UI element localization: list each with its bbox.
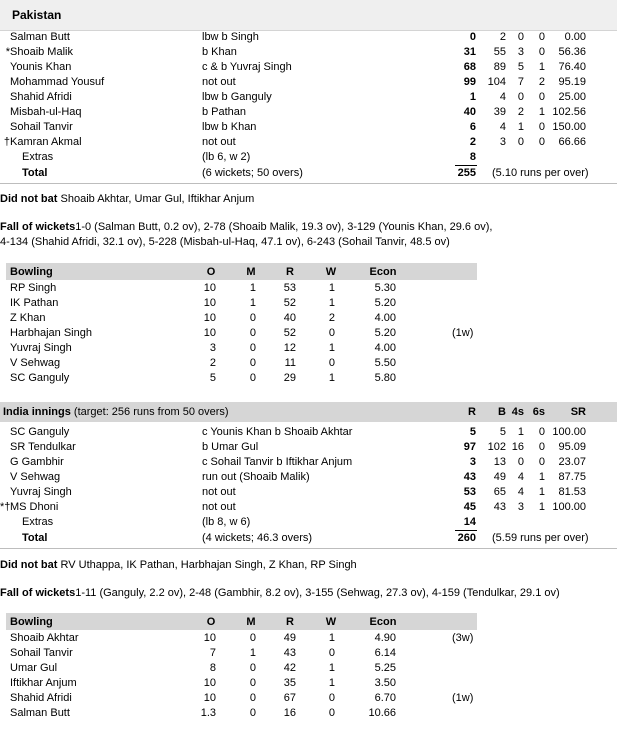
batsman-balls: 89 <box>493 61 506 73</box>
batsman-name: SR Tendulkar <box>10 441 76 453</box>
batsman-runs: 3 <box>469 456 476 468</box>
bowler-overs: 5 <box>209 372 216 384</box>
batsman-balls: 65 <box>493 486 506 498</box>
batsman-name: Sohail Tanvir <box>10 121 73 133</box>
pakistan-run-rate: (5.10 runs per over) <box>492 167 589 179</box>
batsman-fours: 3 <box>517 46 524 58</box>
bowler-overs: 10 <box>203 692 216 704</box>
bowler-runs: 42 <box>283 662 296 674</box>
batsman-dismissal: lbw b Khan <box>202 121 257 133</box>
bowler-maidens: 1 <box>249 297 256 309</box>
batsman-name: V Sehwag <box>10 471 61 483</box>
bowler-economy: 4.00 <box>374 342 396 354</box>
bowling-header-wickets: W <box>325 266 337 278</box>
batsman-fours: 0 <box>517 91 524 103</box>
bowler-overs: 10 <box>203 297 216 309</box>
bowling-header-overs: O <box>206 266 216 278</box>
india-extras-detail: (lb 8, w 6) <box>202 516 251 528</box>
india-extras-runs: 14 <box>463 516 476 528</box>
divider <box>0 183 617 184</box>
batsman-name: Shahid Afridi <box>10 91 72 103</box>
batsman-name: Misbah-ul-Haq <box>10 106 82 118</box>
bowling-header-wickets: W <box>325 616 337 628</box>
batsman-runs: 99 <box>463 76 476 88</box>
bowler-runs: 53 <box>283 282 296 294</box>
india-run-rate: (5.59 runs per over) <box>492 532 589 544</box>
batsman-mark: * <box>5 46 10 58</box>
pakistan-fall-of-wickets-cont: 4-134 (Shahid Afridi, 32.1 ov), 5-228 (Misbah-ul-Haq, 47.1 ov), 6-243 (Sohail Tanvir, 48.5 ov) <box>0 236 450 248</box>
batsman-name: Younis Khan <box>10 61 72 73</box>
batsman-balls: 2 <box>499 31 506 43</box>
batsman-sixes: 0 <box>538 121 545 133</box>
bowler-name: Yuvraj Singh <box>10 342 72 354</box>
batsman-sixes: 0 <box>538 441 545 453</box>
batsman-sixes: 0 <box>538 136 545 148</box>
batsman-strike-rate: 95.09 <box>558 441 586 453</box>
bowler-economy: 5.50 <box>374 357 396 369</box>
batsman-name: SC Ganguly <box>10 426 70 438</box>
batsman-dismissal: run out (Shoaib Malik) <box>202 471 310 483</box>
bowler-runs: 35 <box>283 677 296 689</box>
batsman-balls: 49 <box>493 471 506 483</box>
bowler-maidens: 0 <box>249 357 256 369</box>
bowler-economy: 5.80 <box>374 372 396 384</box>
india-total-label: Total <box>22 532 48 544</box>
batsman-sixes: 1 <box>538 501 545 513</box>
bowler-wickets: 1 <box>328 297 335 309</box>
batsman-strike-rate: 102.56 <box>552 106 586 118</box>
batsman-dismissal: b Umar Gul <box>202 441 259 453</box>
batsman-fours: 0 <box>517 31 524 43</box>
batsman-runs: 0 <box>469 31 476 43</box>
batsman-fours: 0 <box>517 136 524 148</box>
bowler-wickets: 1 <box>328 282 335 294</box>
batsman-balls: 13 <box>493 456 506 468</box>
bowler-maidens: 1 <box>249 647 256 659</box>
batsman-fours: 4 <box>517 471 524 483</box>
batsman-dismissal: c Sohail Tanvir b Iftikhar Anjum <box>202 456 353 468</box>
bowling-header-runs: R <box>286 616 294 628</box>
batsman-sixes: 0 <box>538 31 545 43</box>
batsman-dismissal: lbw b Ganguly <box>202 91 272 103</box>
batsman-strike-rate: 100.00 <box>552 426 586 438</box>
bowler-economy: 10.66 <box>368 707 396 719</box>
bowler-wickets: 0 <box>328 647 335 659</box>
bowler-maidens: 0 <box>249 707 256 719</box>
bowling-header-economy: Econ <box>369 266 397 278</box>
batsman-name: Yuvraj Singh <box>10 486 72 498</box>
pakistan-extras-runs: 8 <box>469 151 476 163</box>
bowler-wickets: 1 <box>328 632 335 644</box>
india-total-runs: 260 <box>457 532 476 544</box>
bowler-name: Shoaib Akhtar <box>10 632 79 644</box>
batsman-dismissal: lbw b Singh <box>202 31 259 43</box>
batsman-fours: 4 <box>517 486 524 498</box>
bowler-maidens: 0 <box>249 342 256 354</box>
batsman-balls: 104 <box>487 76 506 88</box>
bowler-economy: 5.20 <box>374 327 396 339</box>
batsman-sixes: 0 <box>538 456 545 468</box>
bowling-header-maidens: M <box>246 616 256 628</box>
bowler-name: Sohail Tanvir <box>10 647 73 659</box>
bowler-overs: 10 <box>203 677 216 689</box>
batsman-strike-rate: 150.00 <box>552 121 586 133</box>
bowler-wickets: 1 <box>328 372 335 384</box>
batsman-dismissal: not out <box>202 76 236 88</box>
bowler-note: (1w) <box>452 692 474 704</box>
bowler-wickets: 1 <box>328 662 335 674</box>
bowler-maidens: 0 <box>249 312 256 324</box>
batsman-fours: 5 <box>517 61 524 73</box>
bowler-runs: 40 <box>283 312 296 324</box>
batsman-strike-rate: 81.53 <box>558 486 586 498</box>
batsman-fours: 1 <box>517 426 524 438</box>
india-extras-label: Extras <box>22 516 54 528</box>
batsman-fours: 2 <box>517 106 524 118</box>
india-fall-of-wickets: Fall of wickets1-11 (Ganguly, 2.2 ov), 2-48 (Gambhir, 8.2 ov), 3-155 (Sehwag, 27.3 ov), 4-159 (Tendulkar, 29.1 ov) <box>0 587 560 599</box>
bowler-maidens: 0 <box>249 662 256 674</box>
pakistan-header <box>0 0 617 31</box>
bowler-wickets: 0 <box>328 327 335 339</box>
pakistan-title: Pakistan <box>12 8 62 22</box>
bowler-name: Umar Gul <box>10 662 58 674</box>
batsman-dismissal: not out <box>202 501 236 513</box>
batsman-runs: 6 <box>469 121 476 133</box>
bowler-name: RP Singh <box>10 282 57 294</box>
bowler-wickets: 0 <box>328 357 335 369</box>
batsman-sixes: 1 <box>538 471 545 483</box>
bowler-wickets: 0 <box>328 692 335 704</box>
divider <box>0 548 617 549</box>
batsman-runs: 5 <box>469 426 476 438</box>
batsman-strike-rate: 87.75 <box>558 471 586 483</box>
pakistan-total-detail: (6 wickets; 50 overs) <box>202 167 303 179</box>
batsman-name: Mohammad Yousuf <box>10 76 105 88</box>
batsman-fours: 0 <box>517 456 524 468</box>
batsman-strike-rate: 25.00 <box>558 91 586 103</box>
india-innings-title: India innings (target: 256 runs from 50 overs) <box>3 406 229 418</box>
batsman-dismissal: b Khan <box>202 46 237 58</box>
bowler-wickets: 2 <box>328 312 335 324</box>
batsman-strike-rate: 100.00 <box>552 501 586 513</box>
bowler-overs: 2 <box>209 357 216 369</box>
bowler-runs: 52 <box>283 297 296 309</box>
batsman-sixes: 2 <box>538 76 545 88</box>
batsman-dismissal: c Younis Khan b Shoaib Akhtar <box>202 426 353 438</box>
bowler-name: Iftikhar Anjum <box>10 677 77 689</box>
batsman-runs: 45 <box>463 501 476 513</box>
batsman-balls: 4 <box>499 121 506 133</box>
bowler-economy: 3.50 <box>374 677 396 689</box>
bowler-wickets: 1 <box>328 677 335 689</box>
bowler-runs: 29 <box>283 372 296 384</box>
bowler-maidens: 0 <box>249 372 256 384</box>
batsman-runs: 97 <box>463 441 476 453</box>
batsman-runs: 31 <box>463 46 476 58</box>
bowler-runs: 11 <box>284 357 296 369</box>
batsman-fours: 7 <box>517 76 524 88</box>
batsman-name: Shoaib Malik <box>10 46 73 58</box>
pakistan-total-label: Total <box>22 167 48 179</box>
pakistan-extras-label: Extras <box>22 151 54 163</box>
bowler-economy: 5.20 <box>374 297 396 309</box>
batsman-balls: 4 <box>499 91 506 103</box>
bowler-runs: 49 <box>283 632 296 644</box>
batsman-name: Salman Butt <box>10 31 70 43</box>
batsman-runs: 40 <box>463 106 476 118</box>
bowling-header-overs: O <box>206 616 216 628</box>
batsman-runs: 1 <box>469 91 476 103</box>
batsman-strike-rate: 0.00 <box>564 31 586 43</box>
india-header-sixes: 6s <box>532 406 545 418</box>
batsman-balls: 3 <box>499 136 506 148</box>
bowler-runs: 52 <box>283 327 296 339</box>
batsman-balls: 102 <box>487 441 506 453</box>
bowler-name: Z Khan <box>10 312 46 324</box>
pakistan-did-not-bat: Did not bat Shoaib Akhtar, Umar Gul, Iftikhar Anjum <box>0 193 255 205</box>
bowler-maidens: 0 <box>249 677 256 689</box>
bowling-header-title: Bowling <box>10 266 53 278</box>
bowler-economy: 4.90 <box>374 632 396 644</box>
batsman-strike-rate: 76.40 <box>558 61 586 73</box>
batsman-name: MS Dhoni <box>10 501 59 513</box>
bowler-economy: 6.14 <box>374 647 396 659</box>
batsman-balls: 5 <box>499 426 506 438</box>
pakistan-total-runs: 255 <box>457 167 476 179</box>
batsman-strike-rate: 23.07 <box>558 456 586 468</box>
bowler-wickets: 0 <box>328 707 335 719</box>
bowler-runs: 43 <box>283 647 296 659</box>
bowler-note: (1w) <box>452 327 474 339</box>
bowler-name: V Sehwag <box>10 357 61 369</box>
batsman-mark: *† <box>0 501 11 513</box>
india-header-fours: 4s <box>511 406 524 418</box>
batsman-name: Kamran Akmal <box>10 136 82 148</box>
bowler-runs: 16 <box>283 707 296 719</box>
bowler-maidens: 0 <box>249 692 256 704</box>
batsman-sixes: 1 <box>538 61 545 73</box>
bowler-wickets: 1 <box>328 342 335 354</box>
india-did-not-bat: Did not bat RV Uthappa, IK Pathan, Harbhajan Singh, Z Khan, RP Singh <box>0 559 357 571</box>
batsman-sixes: 0 <box>538 46 545 58</box>
batsman-fours: 1 <box>517 121 524 133</box>
batsman-dismissal: b Pathan <box>202 106 247 118</box>
india-header-runs: R <box>468 406 476 418</box>
batsman-name: G Gambhir <box>10 456 64 468</box>
bowler-economy: 5.30 <box>374 282 396 294</box>
batsman-sixes: 1 <box>538 106 545 118</box>
batsman-strike-rate: 95.19 <box>558 76 586 88</box>
batsman-fours: 16 <box>511 441 524 453</box>
pakistan-fall-of-wickets: Fall of wickets1-0 (Salman Butt, 0.2 ov), 2-78 (Shoaib Malik, 19.3 ov), 3-129 (Younis Khan, 29.6 ov), <box>0 221 493 233</box>
bowler-overs: 8 <box>209 662 216 674</box>
bowling-header-title: Bowling <box>10 616 53 628</box>
batsman-dismissal: not out <box>202 486 236 498</box>
batsman-balls: 55 <box>493 46 506 58</box>
bowler-overs: 10 <box>203 282 216 294</box>
batsman-fours: 3 <box>517 501 524 513</box>
batsman-balls: 43 <box>493 501 506 513</box>
batsman-runs: 43 <box>463 471 476 483</box>
batsman-dismissal: c & b Yuvraj Singh <box>202 61 292 73</box>
bowling-header-runs: R <box>286 266 294 278</box>
batsman-mark: † <box>3 136 10 148</box>
bowler-overs: 7 <box>209 647 216 659</box>
batsman-runs: 68 <box>463 61 476 73</box>
batsman-runs: 2 <box>469 136 476 148</box>
bowler-name: SC Ganguly <box>10 372 70 384</box>
bowler-overs: 10 <box>203 327 216 339</box>
bowler-maidens: 1 <box>249 282 256 294</box>
bowler-runs: 12 <box>283 342 296 354</box>
bowler-maidens: 0 <box>249 327 256 339</box>
india-total-detail: (4 wickets; 46.3 overs) <box>202 532 313 544</box>
bowler-note: (3w) <box>452 632 474 644</box>
batsman-dismissal: not out <box>202 136 236 148</box>
bowler-overs: 10 <box>203 632 216 644</box>
bowler-name: Salman Butt <box>10 707 70 719</box>
pakistan-extras-detail: (lb 6, w 2) <box>202 151 251 163</box>
batsman-runs: 53 <box>463 486 476 498</box>
batsman-balls: 39 <box>493 106 506 118</box>
bowler-maidens: 0 <box>249 632 256 644</box>
bowler-name: IK Pathan <box>10 297 59 309</box>
bowling-header-maidens: M <box>246 266 256 278</box>
bowler-overs: 10 <box>203 312 216 324</box>
bowler-economy: 6.70 <box>374 692 396 704</box>
bowler-name: Shahid Afridi <box>10 692 72 704</box>
batsman-sixes: 1 <box>538 486 545 498</box>
batsman-sixes: 0 <box>538 91 545 103</box>
bowler-economy: 4.00 <box>374 312 396 324</box>
bowling-header-economy: Econ <box>369 616 397 628</box>
bowler-runs: 67 <box>283 692 296 704</box>
bowler-overs: 1.3 <box>200 707 216 719</box>
india-header-balls: B <box>498 406 506 418</box>
batsman-strike-rate: 66.66 <box>558 136 586 148</box>
bowler-economy: 5.25 <box>374 662 396 674</box>
india-header-strike-rate: SR <box>570 406 586 418</box>
batsman-strike-rate: 56.36 <box>558 46 586 58</box>
bowler-name: Harbhajan Singh <box>10 327 92 339</box>
batsman-sixes: 0 <box>538 426 545 438</box>
bowler-overs: 3 <box>209 342 216 354</box>
